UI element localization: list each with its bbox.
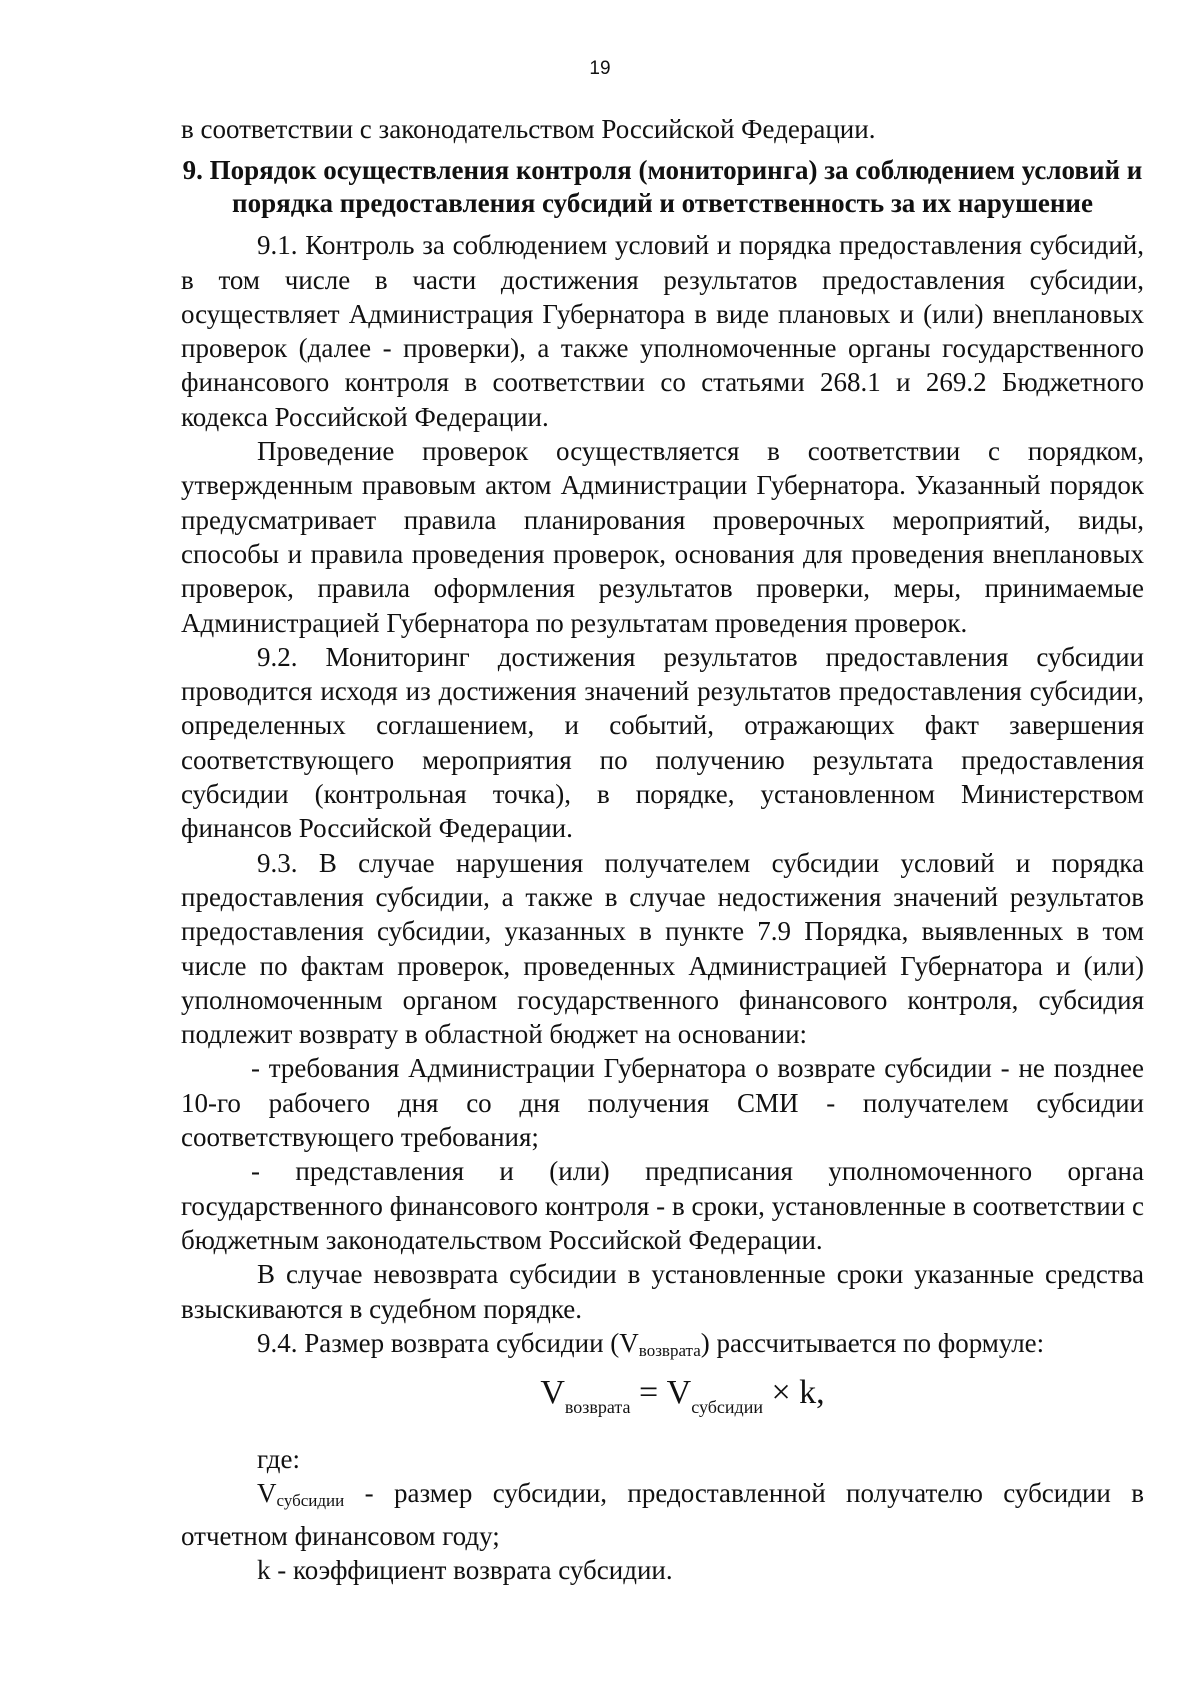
paragraph-9-2: 9.2. Мониторинг достижения результатов предоставления субсидии проводится исходя из достижения значений результатов предоставления субсидии, определенных соглашением, и событий, отражающих факт завершения соответствующего мероприятия по получению результата предоставления субсидии (контрольная точка), в порядке, установленном Министерством финансов Российской Федерации. [181,641,1144,844]
definition-k: k - коэффициент возврата субсидии. [257,1554,673,1585]
def-v-subscript: субсидии [276,1491,345,1511]
paragraph-nonreturn: В случае невозврата субсидии в установленные сроки указанные средства взыскиваются в судебном порядке. [181,1259,1144,1324]
formula-eq-v: = V [630,1374,692,1412]
definition-v-subsidy [181,1476,1144,1553]
section-heading: 9. Порядок осуществления контроля (мониторинга) за соблюдением условий и порядка предоставления субсидий и ответственность за их нарушение [182,155,1143,219]
formula-times-k: × k, [762,1374,825,1412]
formula-sub-subsidy: субсидии [691,1397,763,1418]
paragraph-9-1: 9.1. Контроль за соблюдением условий и порядка предоставления субсидий, в том числе в части достижения результатов предоставления субсидии, осуществляет Администрация Губернатора в виде плановых и (или) внеплановых проверок (далее - проверки), а также уполномоченные органы государственного финансового контроля в соответствии со статьями 268.1 и 269.2 Бюджетного кодекса Российской Федерации. [181,230,1144,432]
formula-v-return: V [540,1374,565,1412]
paragraph-9-4 [181,1326,1144,1368]
formula-sub-return: возврата [564,1397,631,1418]
paragraph-checks: Проведение проверок осуществляется в соответствии с порядком, утвержденным правовым актом Администрации Губернатора. Указанный порядок предусматривает правила планирования проверочных мероприятий, виды, способы и правила проведения проверок, основания для проведения внеплановых проверок, правила оформления результатов проверки, меры, принимаемые Администрацией Губернатора по результатам проведения проверок. [181,436,1144,638]
paragraph-9-3: 9.3. В случае нарушения получателем субсидии условий и порядка предоставления субсидии, а также в случае недостижения значений результатов предоставления субсидии, указанных в пункте 7.9 Порядка, выявленных в том числе по фактам проверок, проведенных Администрацией Губернатора и (или) уполномоченным органом государственного финансового контроля, субсидия подлежит возврату в областной бюджет на основании: [181,847,1144,1050]
intro-line: в соответствии с законодательством Российской Федерации. [181,114,876,144]
p9-4-end: ) рассчитывается по формуле: [700,1327,1045,1358]
return-formula [181,1370,1144,1430]
p9-4-start: 9.4. Размер возврата субсидии (V [257,1327,639,1358]
bullet-representation: - представления и (или) предписания уполномоченного органа государственного финансового контроля - в сроки, установленные в соответствии с бюджетным законодательством Российской Федерации. [181,1156,1144,1255]
where-label: где: [257,1444,300,1475]
document-body [181,112,1144,1587]
def-v-text: - размер субсидии, предоставленной получателю субсидии в отчетном финансовом году; [181,1478,1144,1551]
def-v-symbol: V [257,1478,277,1509]
p9-4-subscript: возврата [638,1340,701,1360]
bullet-requirement: - требования Администрации Губернатора о возврате субсидии - не позднее 10-го рабочего дня со дня получения СМИ - получателем субсидии соответствующего требования; [181,1053,1144,1153]
page-number: 19 [589,58,611,79]
